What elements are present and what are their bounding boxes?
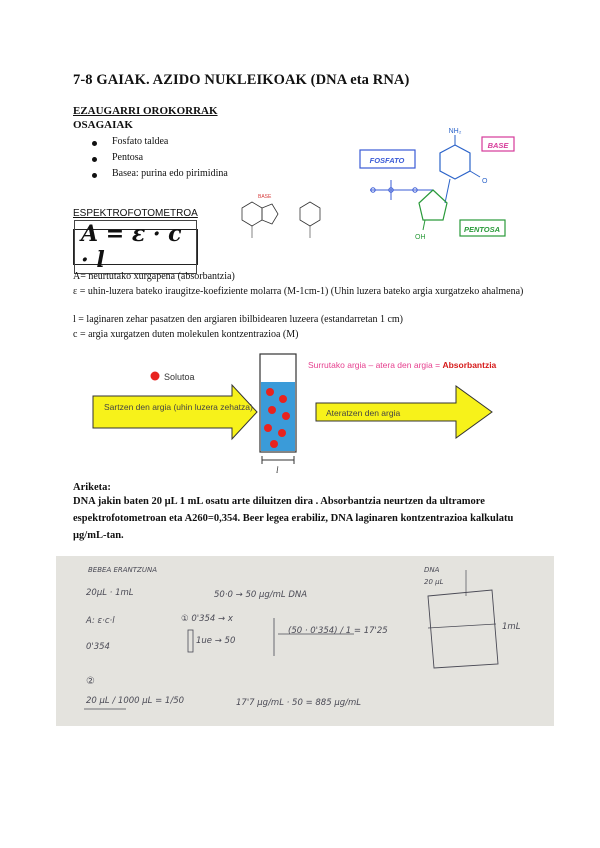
solute-dot-icon xyxy=(151,372,160,381)
nucleotide-structure xyxy=(355,125,540,250)
section-spectro-heading: ESPEKTROFOTOMETROA xyxy=(73,208,198,219)
bullet-icon xyxy=(92,173,97,178)
purine-tag: BASE xyxy=(258,194,272,200)
hw-line: 20µL · 1mL xyxy=(86,588,134,598)
incoming-light-arrow xyxy=(93,385,257,439)
pentose-ring xyxy=(419,190,447,220)
carbonyl-o-label: O xyxy=(482,178,488,185)
outgoing-light-label: Ateratzen den argia xyxy=(326,408,401,418)
definition-a: A= neurtutako xurgapena (absorbantzia) xyxy=(73,271,235,282)
component-item: Basea: purina edo pirimidina xyxy=(112,168,228,179)
definition-epsilon: ε = uhin-luzera bateko iraugitze-koefiziente molarra (M-1cm-1) (Uhin luzera bateko argia xurgatzeko ahalmena) xyxy=(73,286,524,297)
nh2-label: NH₂ xyxy=(448,128,462,135)
absorbance-word: Absorbantzia xyxy=(442,360,497,370)
hw-line: 20 µL / 1000 µL = 1/50 xyxy=(86,696,185,706)
oh-label: OH xyxy=(415,234,426,241)
handwritten-sketch xyxy=(56,556,554,726)
handwritten-solution-photo xyxy=(56,556,554,726)
pyrimidine-ring-sketch xyxy=(300,202,320,226)
absorbance-diagram xyxy=(90,352,530,474)
hw-line: 1mL xyxy=(502,622,521,632)
definition-l: l = laginaren zehar pasatzen den argiaren ibilbidearen luzeera (estandarretan 1 cm) xyxy=(73,314,403,325)
solute-particle xyxy=(266,388,274,396)
purine-ring-a xyxy=(242,202,262,226)
definition-c: c = argia xurgatzen duten molekulen kontzentrazioa (M) xyxy=(73,329,299,340)
hw-line: ① 0'354 → x xyxy=(181,614,233,624)
bullet-icon xyxy=(92,141,97,146)
path-length-label: l xyxy=(276,465,279,474)
hw-line: DNA xyxy=(424,566,440,574)
absorbance-formula-label xyxy=(308,360,497,370)
hw-line: 20 µL xyxy=(424,578,444,586)
solute-particle xyxy=(268,406,276,414)
solute-particle xyxy=(264,424,272,432)
hw-line: 0'354 xyxy=(86,642,110,652)
base-structures xyxy=(228,190,338,250)
solute-particle xyxy=(282,412,290,420)
absorbance-prefix: Surrutako argia – atera den argia = xyxy=(308,360,443,370)
hw-line: (50 · 0'354) / 1 = 17'25 xyxy=(288,626,388,636)
page-title: 7-8 GAIAK. AZIDO NUKLEIKOAK (DNA eta RNA) xyxy=(73,72,410,88)
cuvette-sketch xyxy=(428,590,498,668)
solute-particle xyxy=(278,429,286,437)
pentosa-label: PENTOSA xyxy=(463,225,501,234)
incoming-light-label: Sartzen den argia (uhin luzera zehatza) xyxy=(104,402,253,412)
section-general-heading: EZAUGARRI OROKORRAK xyxy=(73,105,218,117)
section-osagaiak-heading: OSAGAIAK xyxy=(73,119,133,131)
pyrimidine-ring xyxy=(440,145,470,179)
purine-ring-b xyxy=(262,204,278,224)
fosfato-label: FOSFATO xyxy=(369,156,405,165)
hw-line: 17'7 µg/mL · 50 = 885 µg/mL xyxy=(236,698,362,708)
solutoa-label: Solutoa xyxy=(164,372,195,382)
solute-particle xyxy=(279,395,287,403)
exercise-text: DNA jakin baten 20 µL 1 mL osatu arte diluitzen dira . Absorbantzia neurtzen da ultramore espektrofotometroan eta A260=0,354. Beer legea erabiliz, DNA laginaren kontzentrazioa kalkulatu µg/mL-tan. xyxy=(73,496,514,541)
hw-line: A: ε·c·l xyxy=(86,616,115,626)
base-label: BASE xyxy=(487,141,509,150)
solute-particle xyxy=(270,440,278,448)
component-item: Pentosa xyxy=(112,152,144,163)
beer-lambert-formula xyxy=(73,221,198,273)
formula-text: A = ε · c · l xyxy=(74,220,197,274)
hw-line: 50·0 → 50 µg/mL DNA xyxy=(214,590,308,600)
hw-line: BEBEA ERANTZUNA xyxy=(88,566,157,574)
exercise-heading: Ariketa: xyxy=(73,482,111,493)
component-item: Fosfato taldea xyxy=(112,136,169,147)
bullet-icon xyxy=(92,157,97,162)
hw-line: 1ue → 50 xyxy=(196,636,236,646)
hw-line: ② xyxy=(86,676,95,687)
